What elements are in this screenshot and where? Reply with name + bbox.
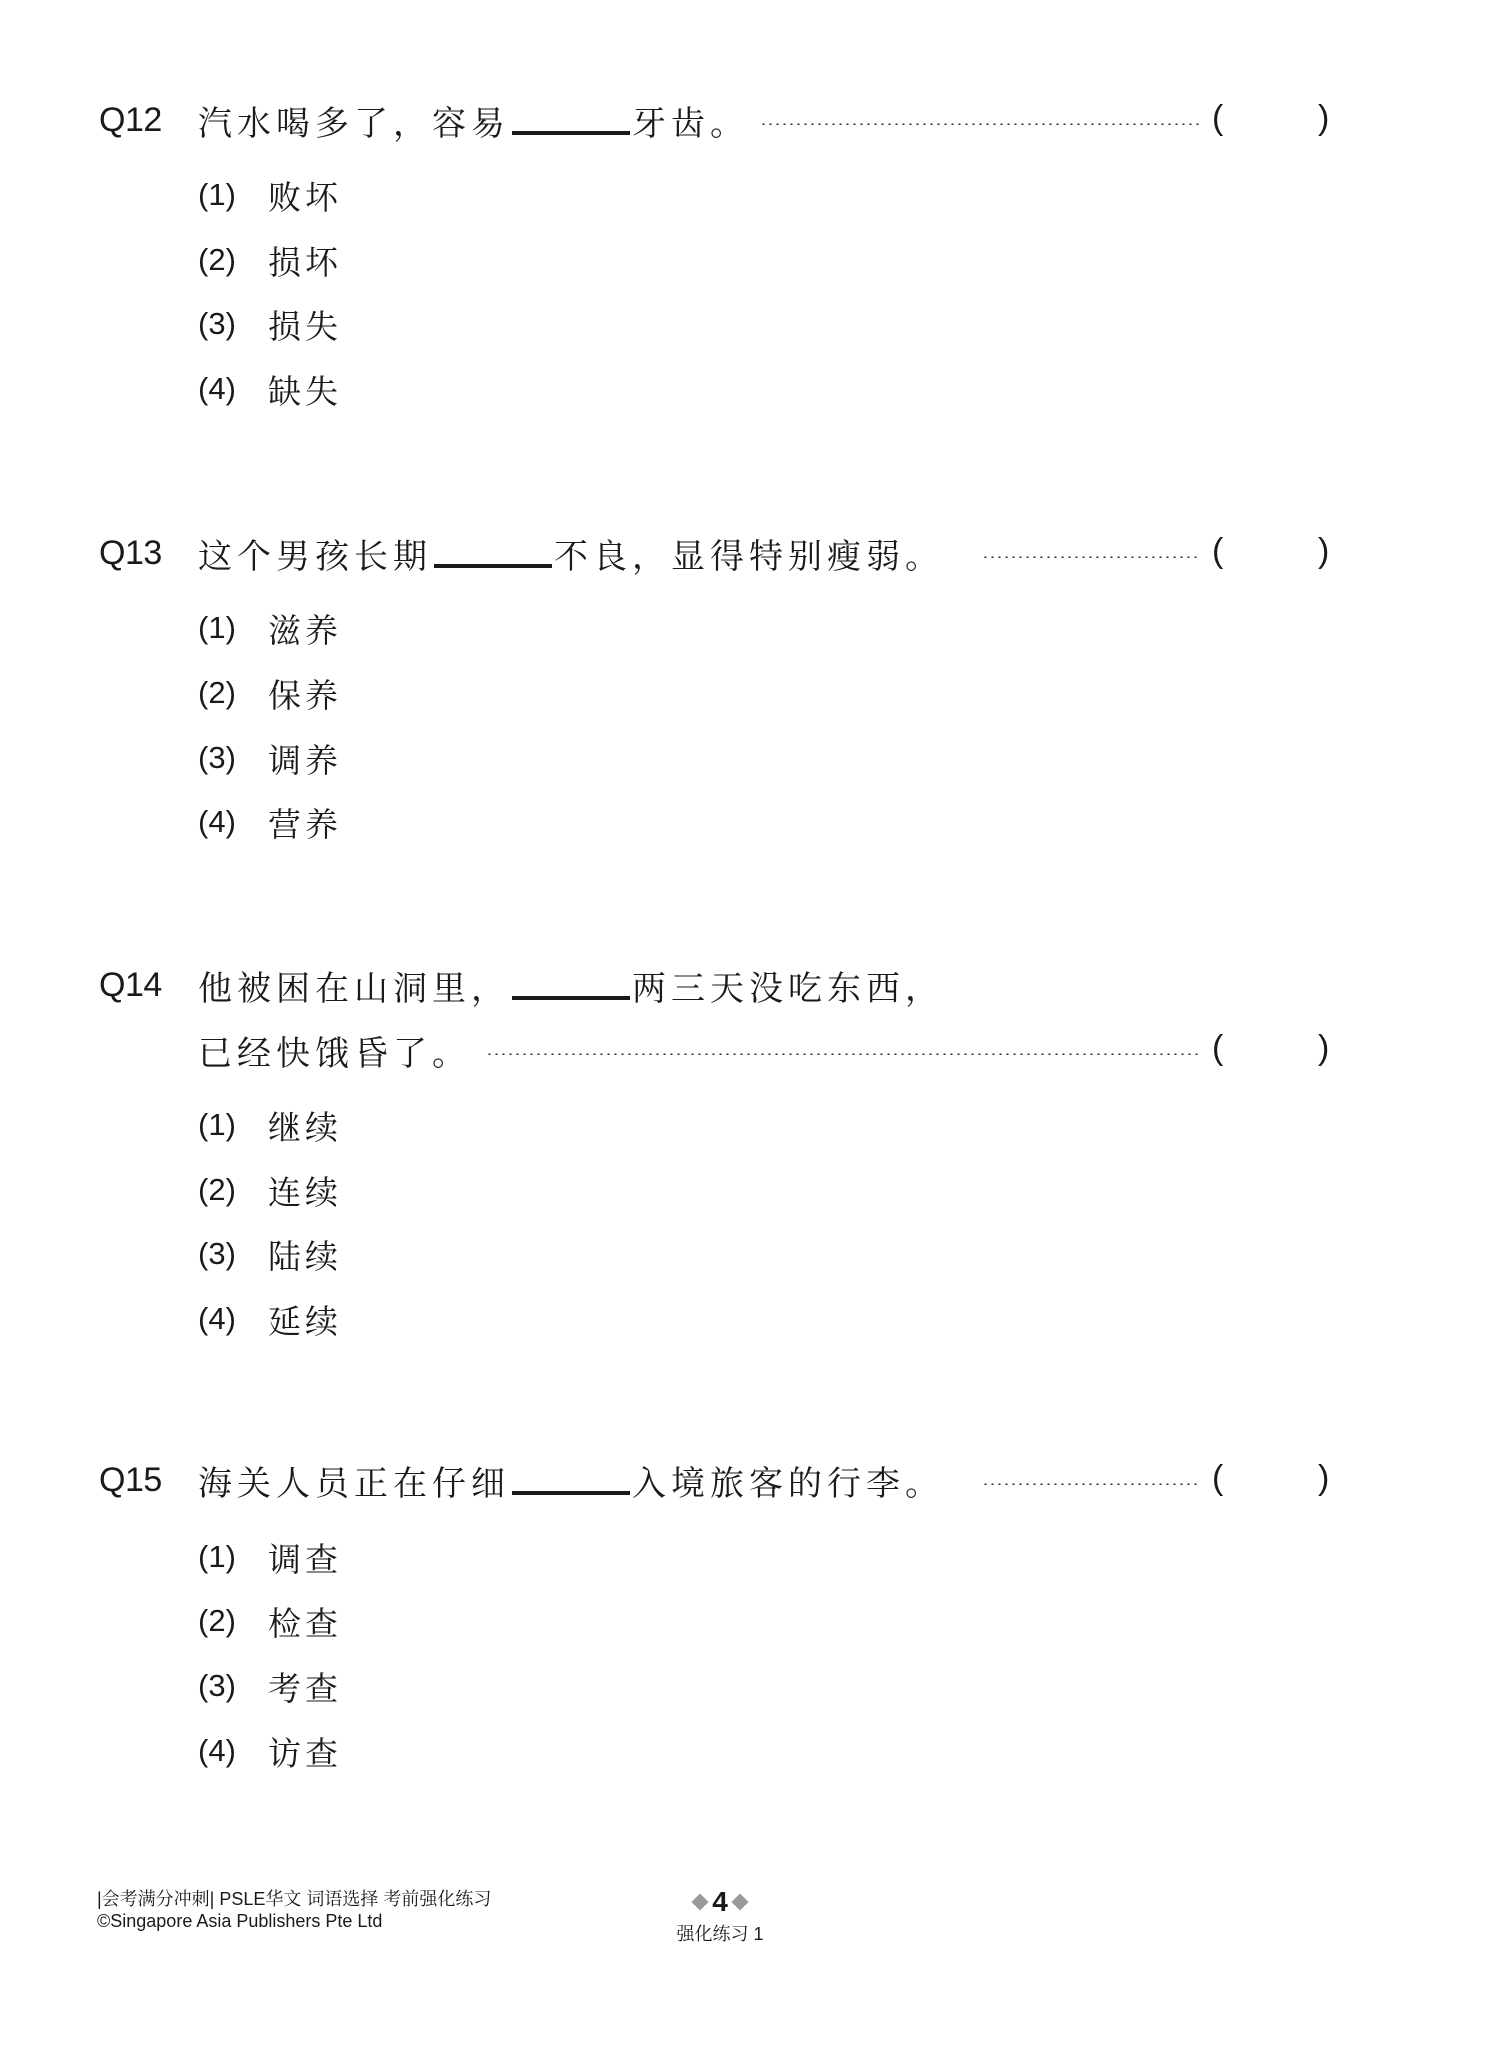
question-line-continued [0, 1025, 1504, 1075]
fill-in-blank [434, 534, 552, 568]
question-number: Q12 [99, 100, 162, 139]
question-text-before: 海关人员正在仔细 [198, 1463, 510, 1504]
option-label: (2) [198, 242, 236, 277]
fill-in-blank [512, 966, 630, 1000]
question-text [198, 1456, 944, 1505]
answer-bracket-open: ( [1212, 99, 1224, 137]
option-item [198, 172, 342, 218]
page-number-row [650, 1888, 790, 1916]
question-text-after: 入境旅客的行李。 [632, 1463, 944, 1504]
option-label: (1) [198, 177, 236, 212]
option-item [198, 1296, 342, 1342]
option-item [198, 1663, 342, 1709]
question-line [0, 960, 1504, 1010]
option-label: (3) [198, 1668, 236, 1703]
question-text-before: 已经快饿昏了。 [198, 1033, 471, 1074]
option-text: 调查 [268, 1539, 342, 1579]
option-text: 继续 [268, 1107, 342, 1147]
option-item [198, 237, 342, 283]
question-number: Q15 [99, 1460, 162, 1499]
option-text: 损失 [268, 306, 342, 346]
question-text-after: 牙齿。 [632, 103, 749, 144]
option-item [198, 605, 342, 651]
dotted-leader [982, 556, 1200, 558]
option-item [198, 1598, 342, 1644]
option-item [198, 799, 342, 845]
option-label: (2) [198, 1172, 236, 1207]
option-label: (4) [198, 1733, 236, 1768]
question-text-after: 不良，显得特别瘦弱。 [554, 536, 944, 577]
footer-page-info [650, 1888, 790, 1946]
option-text: 滋养 [268, 610, 342, 650]
option-item [198, 1534, 342, 1580]
answer-bracket-close: ) [1318, 1459, 1330, 1497]
option-label: (3) [198, 306, 236, 341]
option-text: 考查 [268, 1668, 342, 1708]
answer-bracket-close: ) [1318, 1029, 1330, 1067]
option-text: 败坏 [268, 177, 342, 217]
option-label: (1) [198, 1107, 236, 1142]
option-label: (4) [198, 1301, 236, 1336]
diamond-icon [731, 1894, 748, 1911]
question-text-before: 这个男孩长期 [198, 536, 432, 577]
option-label: (4) [198, 371, 236, 406]
diamond-icon [692, 1894, 709, 1911]
option-label: (2) [198, 675, 236, 710]
question-text [198, 1026, 471, 1075]
fill-in-blank [512, 1461, 630, 1495]
question-text-before: 他被困在山洞里， [198, 968, 510, 1009]
question-number: Q14 [99, 965, 162, 1004]
option-text: 调养 [268, 740, 342, 780]
dotted-leader [486, 1053, 1200, 1055]
question-number: Q13 [99, 533, 162, 572]
option-text: 访查 [268, 1733, 342, 1773]
option-text: 损坏 [268, 242, 342, 282]
question-text [198, 961, 944, 1010]
dotted-leader [760, 123, 1200, 125]
option-text: 缺失 [268, 371, 342, 411]
answer-bracket-open: ( [1212, 532, 1224, 570]
section-label: 强化练习 1 [676, 1924, 764, 1944]
option-label: (3) [198, 1236, 236, 1271]
question-text [198, 529, 944, 578]
option-label: (3) [198, 740, 236, 775]
fill-in-blank [512, 101, 630, 135]
dotted-leader [982, 1483, 1200, 1485]
option-text: 检查 [268, 1603, 342, 1643]
option-item [198, 735, 342, 781]
option-label: (4) [198, 804, 236, 839]
question-text-before: 汽水喝多了，容易 [198, 103, 510, 144]
option-item [198, 301, 342, 347]
option-item [198, 1102, 342, 1148]
answer-bracket-open: ( [1212, 1459, 1224, 1497]
option-text: 保养 [268, 675, 342, 715]
page-number: 4 [712, 1886, 728, 1917]
option-label: (2) [198, 1603, 236, 1638]
question-text-after: 两三天没吃东西， [632, 968, 944, 1009]
option-label: (1) [198, 610, 236, 645]
answer-bracket-close: ) [1318, 532, 1330, 570]
option-text: 延续 [268, 1301, 342, 1341]
answer-bracket-close: ) [1318, 99, 1330, 137]
option-item [198, 670, 342, 716]
question-text [198, 96, 749, 145]
question-line [0, 95, 1504, 145]
option-item [198, 1167, 342, 1213]
option-label: (1) [198, 1539, 236, 1574]
option-text: 陆续 [268, 1236, 342, 1276]
option-text: 营养 [268, 804, 342, 844]
option-text: 连续 [268, 1172, 342, 1212]
option-item [198, 1231, 342, 1277]
option-item [198, 366, 342, 412]
book-title: |会考满分冲刺| PSLE华文 词语选择 考前强化练习 [97, 1889, 492, 1909]
copyright-notice: ©Singapore Asia Publishers Pte Ltd [97, 1911, 383, 1931]
footer-publisher-info [97, 1888, 491, 1932]
option-item [198, 1728, 342, 1774]
answer-bracket-open: ( [1212, 1029, 1224, 1067]
question-line [0, 528, 1504, 578]
question-line [0, 1455, 1504, 1505]
